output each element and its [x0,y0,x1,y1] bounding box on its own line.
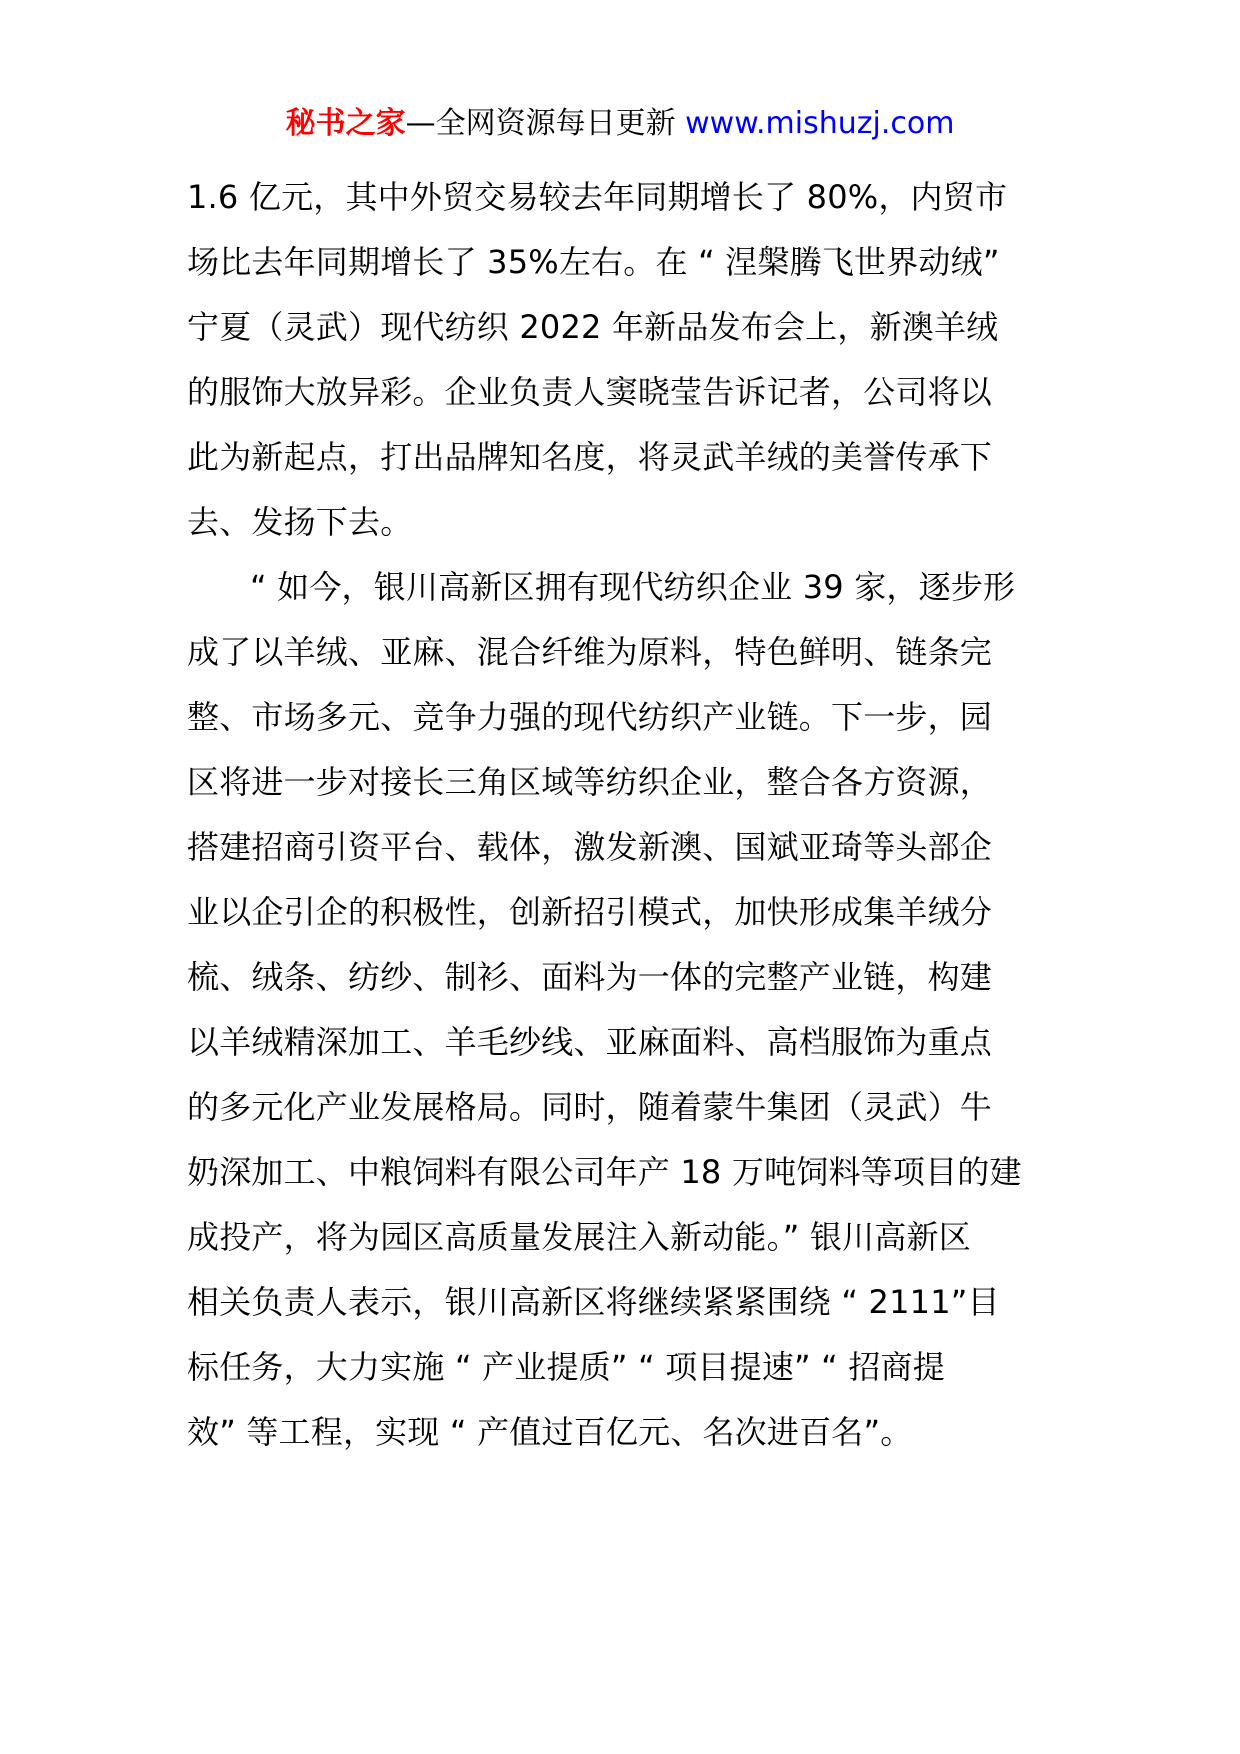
text-line: 标任务，大力实施 “ 产业提质” “ 项目提速” “ 招商提 [187,1348,945,1386]
text-line: 梳、绒条、纺纱、制衫、面料为一体的完整产业链，构建 [187,958,993,996]
brand-name: 秘书之家 [285,106,406,141]
text-line: 业以企引企的积极性，创新招引模式，加快形成集羊绒分 [187,893,993,931]
text-line: 整、市场多元、竞争力强的现代纺织产业链。下一步，园 [187,698,993,736]
text-line: 1.6 亿元，其中外贸交易较去年同期增长了 80%，内贸市 [187,178,1008,216]
site-url-link[interactable]: www.mishuzj.com [685,106,955,141]
text-line: 搭建招商引资平台、载体，激发新澳、国斌亚琦等头部企 [187,828,993,866]
document-body [187,165,1057,1465]
text-line: 宁夏（灵武）现代纺织 2022 年新品发布会上，新澳羊绒 [187,308,999,346]
text-line: 区将进一步对接长三角区域等纺织企业，整合各方资源， [187,763,993,801]
paragraph-2 [187,555,1057,1465]
header-tagline: —全网资源每日更新 [405,106,676,141]
text-line: 此为新起点，打出品牌知名度，将灵武羊绒的美誉传承下 [187,438,993,476]
text-line: 以羊绒精深加工、羊毛纱线、亚麻面料、高档服饰为重点 [187,1023,993,1061]
text-line: 相关负责人表示，银川高新区将继续紧紧围绕 “ 2111”目 [187,1283,1000,1321]
paragraph-1 [187,165,1057,555]
text-line: 场比去年同期增长了 35%左右。在 “ 涅槃腾飞世界动绒” [187,243,1000,281]
text-line: 的多元化产业发展格局。同时，随着蒙牛集团（灵武）牛 [187,1088,993,1126]
text-line: 效” 等工程，实现 “ 产值过百亿元、名次进百名”。 [187,1413,913,1451]
text-line: 成投产，将为园区高质量发展注入新动能。” 银川高新区 [187,1218,971,1256]
text-line: 去、发扬下去。 [187,503,413,541]
text-line: 的服饰大放异彩。企业负责人窦晓莹告诉记者，公司将以 [187,373,993,411]
text-line: 奶深加工、中粮饲料有限公司年产 18 万吨饲料等项目的建 [187,1153,1022,1191]
text-line: 成了以羊绒、亚麻、混合纤维为原料，特色鲜明、链条完 [187,633,993,671]
page-header [0,104,1240,144]
text-line: “ 如今，银川高新区拥有现代纺织企业 39 家，逐步形 [250,568,1016,606]
